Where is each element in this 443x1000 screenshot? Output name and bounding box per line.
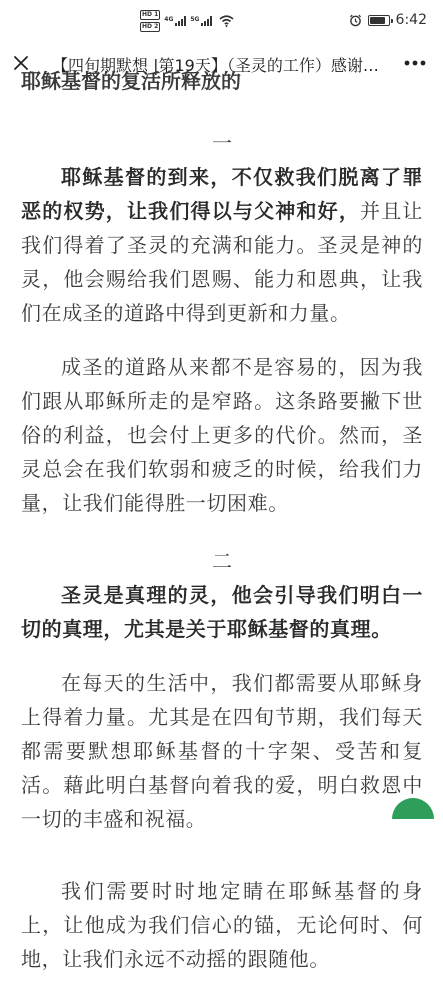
paragraph-bold-text: 圣灵是真理的灵，他会引导我们明白一切的真理，尤其是关于耶稣基督的真理。 [21, 583, 423, 641]
more-options-button[interactable] [401, 50, 429, 76]
battery-fill [370, 17, 385, 24]
article-paragraph [21, 666, 423, 836]
page-title: 【四旬期默想 |第19天】（圣灵的工作）感谢… [52, 56, 379, 75]
more-dots-icon [404, 60, 426, 66]
net2-label: 5G [190, 16, 200, 23]
section-number: 一 [212, 131, 232, 155]
signal-2-icon [190, 16, 212, 26]
article-paragraph [21, 874, 423, 976]
paragraph-text: 在每天的生活中，我们都需要从耶稣身上得着力量。尤其是在四旬节期，我们每天都需要默想耶稣基督的十字架、受苦和复活。藉此明白基督向着我的爱，明白救恩中一切的丰盛和祝福。 [21, 671, 423, 831]
cut-off-text-line: 耶稣基督的复活所释放的 [21, 69, 241, 93]
battery-icon [368, 15, 390, 26]
net1-label: 4G [164, 16, 174, 23]
paragraph-text: 并且让我们得着了圣灵的充满和能力。圣灵是神的灵，他会赐给我们恩赐、能力和恩典，让我们在成圣的道路中得到更新和力量。 [21, 199, 423, 325]
sim-labels [140, 10, 160, 32]
paragraph-text: 成圣的道路从来都不是容易的，因为我们跟从耶稣所走的是窄路。这条路要撇下世俗的利益，也会付上更多的代价。然而，圣灵总会在我们软弱和疲乏的时候，给我们力量，让我们能得胜一切困难。 [21, 355, 423, 515]
paragraph-bold-text: 耶稣基督的到来，不仅救我们脱离了罪恶的权势，让我们得以与父神和好， [21, 165, 423, 223]
article-paragraph [21, 350, 423, 520]
alarm-clock-icon [349, 14, 362, 27]
section-number: 二 [212, 549, 232, 573]
sim1-hd-icon: HD 1 [142, 11, 159, 18]
article-paragraph [21, 578, 423, 646]
status-bar [0, 0, 443, 40]
paragraph-text: 我们需要时时地定睛在耶稣基督的身上，让他成为我们信心的锚，无论何时、何地，让我们永远不动摇的跟随他。 [21, 879, 423, 971]
status-right-group [349, 12, 427, 28]
sim2-hd-icon: HD 2 [142, 23, 159, 30]
status-left-group [140, 10, 234, 32]
signal-1-icon [164, 16, 186, 26]
wifi-icon [219, 15, 234, 27]
article-scroll-area[interactable] [0, 69, 443, 1000]
article-paragraph [21, 160, 423, 330]
clock-time: 6:42 [395, 12, 427, 28]
